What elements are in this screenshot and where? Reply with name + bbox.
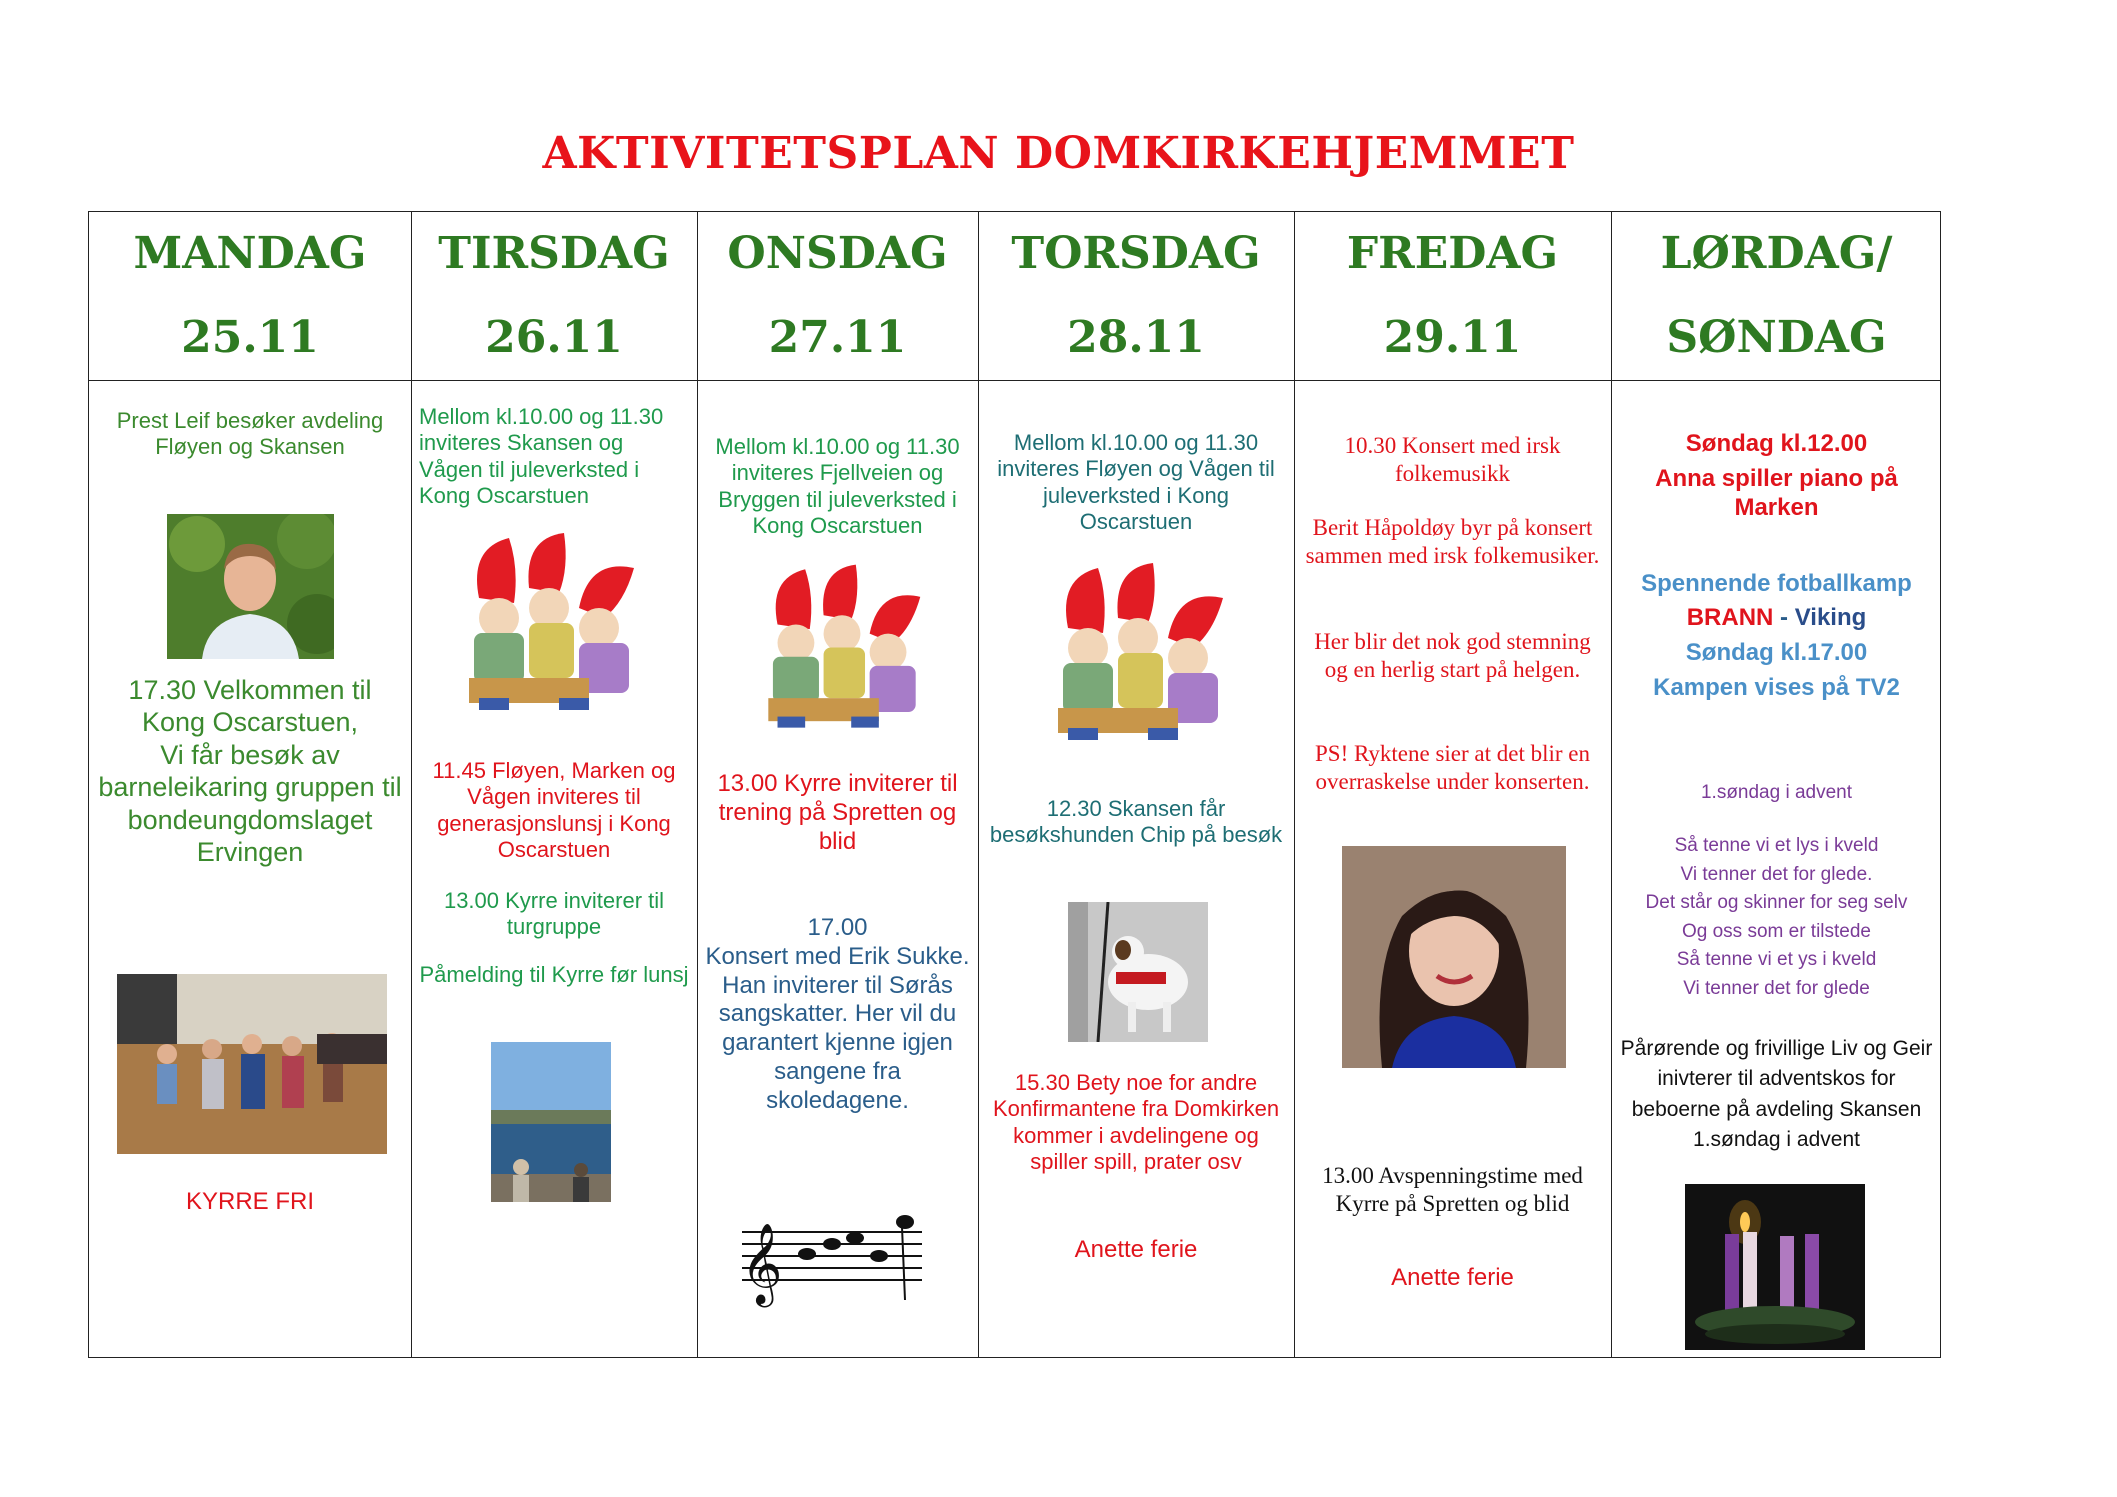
day-header bbox=[1294, 212, 1611, 380]
konsert-text: 17.00 Konsert med Erik Sukke. Han inviterer til Sørås sangskatter. Her vil du garantert kjenne igjen sangene fra skoledagene. bbox=[705, 914, 970, 1114]
chip-visit-text: 12.30 Skansen får besøkshunden Chip på besøk bbox=[989, 796, 1283, 848]
ps-text: PS! Ryktene sier at det blir en overraskelse under konserten. bbox=[1314, 741, 1591, 794]
lake-photo bbox=[491, 1042, 611, 1202]
kamp-time-text: Søndag kl.17.00 bbox=[1685, 639, 1868, 666]
column-torsdag bbox=[978, 212, 1294, 1357]
singer-photo bbox=[1342, 846, 1566, 1068]
day-name: MANDAG bbox=[133, 228, 367, 279]
day-name: TIRSDAG bbox=[438, 228, 670, 279]
day-header bbox=[697, 212, 978, 380]
team-separator: - bbox=[1773, 604, 1795, 631]
kyrre-fri-text: KYRRE FRI bbox=[185, 1188, 314, 1215]
trening-text: 13.00 Kyrre inviterer til trening på Spretten og blid bbox=[717, 770, 958, 855]
adventskos-text: Pårørende og frivillige Liv og Geir inivterer til adventskos for beboerne på avdeling Skansen 1.søndag i advent bbox=[1620, 1037, 1933, 1152]
dog-photo bbox=[1068, 902, 1208, 1042]
column-onsdag bbox=[697, 212, 978, 1357]
column-helg bbox=[1611, 212, 1942, 1357]
fotball-text: Spennende fotballkamp bbox=[1641, 570, 1912, 597]
stemning-text: Her blir det nok god stemning og en herlig start på helgen. bbox=[1314, 629, 1591, 682]
berit-text: Berit Håpoldøy byr på konsert sammen med irsk folkemusiker. bbox=[1305, 515, 1600, 568]
column-fredag bbox=[1294, 212, 1611, 1357]
day-date: SØNDAG bbox=[1666, 312, 1887, 363]
elves-illustration bbox=[439, 528, 659, 718]
juleverksted-text: Mellom kl.10.00 og 11.30 inviteres Fløyen og Vågen til juleverksted i Kong Oscarstuen bbox=[997, 430, 1275, 535]
day-name: ONSDAG bbox=[727, 228, 948, 279]
anette-ferie-text: Anette ferie bbox=[1074, 1236, 1198, 1263]
avspenning-text: 13.00 Avspenningstime med Kyrre på Spretten og blid bbox=[1322, 1163, 1583, 1216]
juleverksted-text: Mellom kl.10.00 og 11.30 inviteres Fjellveien og Bryggen til juleverksted i Kong Oscarstuen bbox=[715, 434, 960, 539]
day-name: TORSDAG bbox=[1011, 228, 1261, 279]
team-brann: BRANN bbox=[1686, 604, 1774, 631]
day-date: 25.11 bbox=[181, 312, 319, 363]
pamelding-text: Påmelding til Kyrre før lunsj bbox=[419, 962, 689, 987]
day-header bbox=[1611, 212, 1942, 380]
page-title: AKTIVITETSPLAN DOMKIRKEHJEMMET bbox=[542, 128, 1575, 179]
column-mandag bbox=[89, 212, 411, 1357]
juleverksted-text: Mellom kl.10.00 og 11.30 inviteres Skansen og Vågen til juleverksted i Kong Oscarstuen bbox=[419, 404, 664, 509]
elves-illustration bbox=[737, 560, 947, 735]
day-date: 26.11 bbox=[485, 312, 623, 363]
turgruppe-text: 13.00 Kyrre inviterer til turgruppe bbox=[443, 888, 665, 940]
bety-text: 15.30 Bety noe for andre Konfirmantene fra Domkirken kommer i avdelingene og spiller spill, prater osv bbox=[992, 1070, 1280, 1175]
piano-time-text: Søndag kl.12.00 bbox=[1685, 430, 1868, 457]
dance-photo bbox=[117, 974, 387, 1154]
advent-poem: Så tenne vi et lys i kveld Vi tenner det for glede. Det står og skinner for seg selv Og oss som er tilstede Så tenne vi et ys i kveld Vi tenner det for glede bbox=[1645, 835, 1908, 999]
tv2-text: Kampen vises på TV2 bbox=[1653, 674, 1900, 701]
day-header bbox=[89, 212, 411, 380]
piano-text: Anna spiller piano på Marken bbox=[1655, 465, 1898, 521]
prest-photo bbox=[167, 514, 334, 659]
velkommen-text: 17.30 Velkommen til Kong Oscarstuen, Vi får besøk av barneleikaring gruppen til bondeungdomslaget Ervingen bbox=[98, 675, 402, 867]
music-notes-illustration bbox=[737, 1192, 927, 1312]
anette-ferie-text: Anette ferie bbox=[1391, 1264, 1514, 1291]
day-header bbox=[411, 212, 697, 380]
advent-text: 1.søndag i advent bbox=[1700, 782, 1853, 803]
day-date: 28.11 bbox=[1067, 312, 1205, 363]
konsert-text: 10.30 Konsert med irsk folkemusikk bbox=[1344, 433, 1561, 486]
match-teams bbox=[1617, 604, 1936, 633]
prest-visit-text: Prest Leif besøker avdeling Fløyen og Skansen bbox=[116, 408, 384, 460]
day-name: LØRDAG/ bbox=[1660, 228, 1893, 279]
day-header bbox=[978, 212, 1294, 380]
day-date: 27.11 bbox=[768, 312, 907, 363]
advent-candles-photo bbox=[1685, 1184, 1865, 1350]
day-name: FREDAG bbox=[1346, 228, 1559, 279]
column-tirsdag bbox=[411, 212, 697, 1357]
schedule-table bbox=[88, 211, 1941, 1358]
day-date: 29.11 bbox=[1383, 312, 1522, 363]
generasjonslunsj-text: 11.45 Fløyen, Marken og Vågen inviteres til generasjonslunsj i Kong Oscarstuen bbox=[432, 758, 676, 863]
elves-illustration bbox=[1028, 558, 1248, 748]
team-viking: Viking bbox=[1794, 604, 1867, 631]
svg-text:𝄞: 𝄞 bbox=[741, 1222, 783, 1304]
